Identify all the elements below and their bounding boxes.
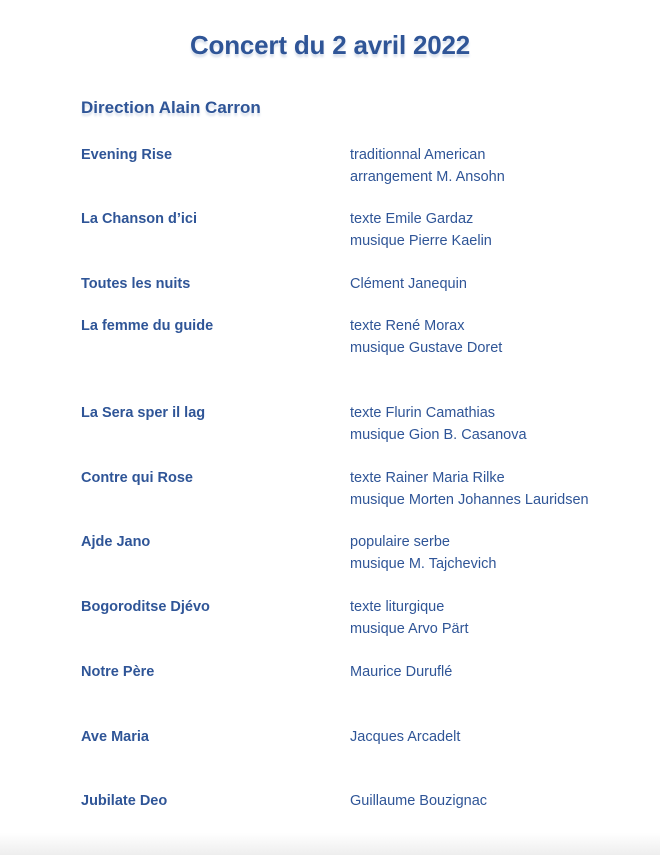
piece-title: Ave Maria (81, 729, 149, 745)
piece-title: La Chanson d’ici (81, 211, 198, 227)
program-item (0, 792, 660, 836)
piece-credit: musique M. Tajchevich (350, 556, 497, 572)
direction-heading: Direction Alain Carron (81, 98, 261, 117)
program-item (0, 728, 660, 772)
program-item (0, 317, 660, 361)
program-item (0, 275, 660, 319)
piece-title: Evening Rise (81, 147, 173, 163)
piece-title: Toutes les nuits (81, 276, 191, 292)
piece-credit: texte Rainer Maria Rilke (350, 470, 505, 486)
page-bottom-edge (0, 833, 660, 855)
piece-credit: texte Flurin Camathias (350, 405, 496, 421)
piece-credit: texte Emile Gardaz (350, 211, 474, 227)
piece-credit: texte liturgique (350, 599, 445, 615)
page-title: Concert du 2 avril 2022 (189, 30, 471, 60)
piece-credit: musique Pierre Kaelin (350, 233, 492, 249)
program-item (0, 146, 660, 190)
program-item (0, 469, 660, 513)
piece-credit: Jacques Arcadelt (350, 729, 461, 745)
piece-credit: Maurice Duruflé (350, 664, 453, 680)
program-item (0, 598, 660, 642)
piece-credit: musique Gion B. Casanova (350, 427, 527, 443)
piece-title: La Sera sper il lag (81, 405, 206, 421)
piece-credit: populaire serbe (350, 534, 450, 550)
program-item (0, 533, 660, 577)
piece-credit: arrangement M. Ansohn (350, 169, 505, 185)
piece-title: Jubilate Deo (81, 793, 168, 809)
program-item (0, 663, 660, 707)
piece-title: La femme du guide (81, 318, 214, 334)
piece-credit: texte René Morax (350, 318, 465, 334)
piece-credit: Guillaume Bouzignac (350, 793, 488, 809)
program-item (0, 210, 660, 254)
program-item (0, 404, 660, 448)
piece-title: Notre Père (81, 664, 155, 680)
piece-credit: musique Arvo Pärt (350, 621, 469, 637)
piece-credit: traditionnal American (350, 147, 486, 163)
piece-credit: Clément Janequin (350, 276, 467, 292)
piece-title: Ajde Jano (81, 534, 151, 550)
piece-title: Bogoroditse Djévo (81, 599, 210, 615)
piece-title: Contre qui Rose (81, 470, 193, 486)
piece-credit: musique Gustave Doret (350, 340, 503, 356)
piece-credit: musique Morten Johannes Lauridsen (350, 492, 589, 508)
